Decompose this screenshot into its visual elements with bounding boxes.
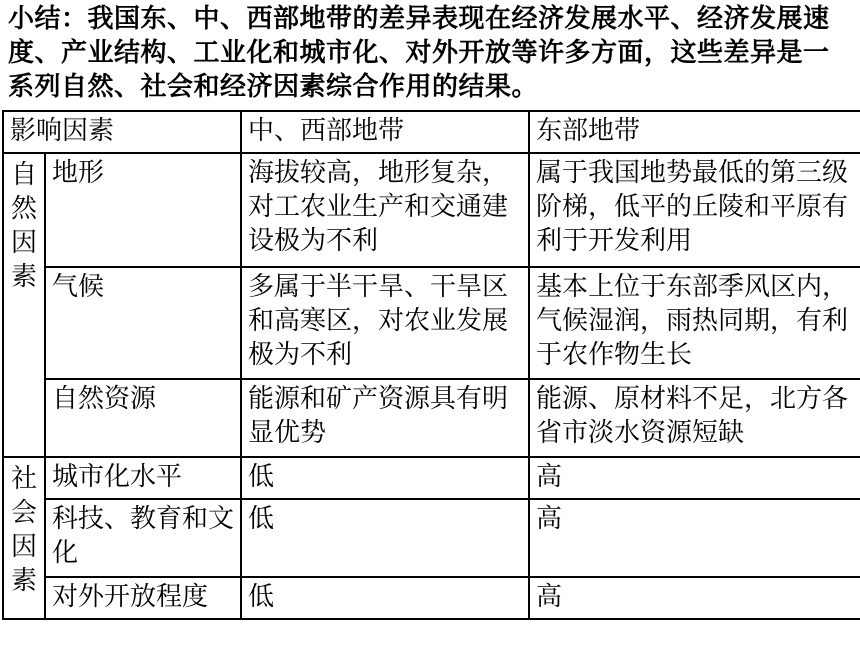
east-cell: 能源、原材料不足，北方各省市淡水资源短缺: [529, 379, 860, 457]
group-char: 素: [10, 262, 37, 292]
factor-cell: 自然资源: [45, 379, 241, 457]
factor-cell: 城市化水平: [45, 457, 241, 499]
east-cell: 基本上位于东部季风区内，气候湿润，雨热同期，有利于农作物生长: [529, 267, 860, 379]
group-char: 然: [10, 194, 37, 224]
table-row: [3, 379, 860, 457]
header-east: 东部地带: [529, 111, 860, 153]
east-cell: 高: [529, 457, 860, 499]
header-factors: 影响因素: [3, 111, 241, 153]
factor-cell: 气候: [45, 267, 241, 379]
group-char: 会: [10, 498, 37, 528]
central-west-cell: 多属于半干旱、干旱区和高寒区，对农业发展极为不利: [241, 267, 529, 379]
factor-cell: 对外开放程度: [45, 577, 241, 619]
group-social-factors: [3, 457, 45, 619]
group-char: 社: [10, 464, 37, 494]
table-row: [3, 577, 860, 619]
table-row: [3, 153, 860, 267]
central-west-cell: 低: [241, 499, 529, 577]
table-row: [3, 457, 860, 499]
factor-cell: 地形: [45, 153, 241, 267]
header-central-west: 中、西部地带: [241, 111, 529, 153]
group-natural-factors: [3, 153, 45, 457]
group-char: 自: [10, 160, 37, 190]
group-char: 因: [10, 228, 37, 258]
group-char: 素: [10, 566, 37, 596]
factor-cell: 科技、教育和文化: [45, 499, 241, 577]
central-west-cell: 能源和矿产资源具有明显优势: [241, 379, 529, 457]
table-header-row: [3, 111, 860, 153]
east-cell: 高: [529, 499, 860, 577]
table-row: [3, 267, 860, 379]
table-row: [3, 499, 860, 577]
group-char: 因: [10, 532, 37, 562]
summary-text: 小结：我国东、中、西部地带的差异表现在经济发展水平、经济发展速度、产业结构、工业化和城市化、对外开放等许多方面，这些差异是一系列自然、社会和经济因素综合作用的结果。: [8, 4, 830, 102]
factors-table: [2, 110, 860, 620]
east-cell: 属于我国地势最低的第三级阶梯，低平的丘陵和平原有利于开发利用: [529, 153, 860, 267]
east-cell: 高: [529, 577, 860, 619]
central-west-cell: 海拔较高，地形复杂，对工农业生产和交通建设极为不利: [241, 153, 529, 267]
central-west-cell: 低: [241, 577, 529, 619]
central-west-cell: 低: [241, 457, 529, 499]
